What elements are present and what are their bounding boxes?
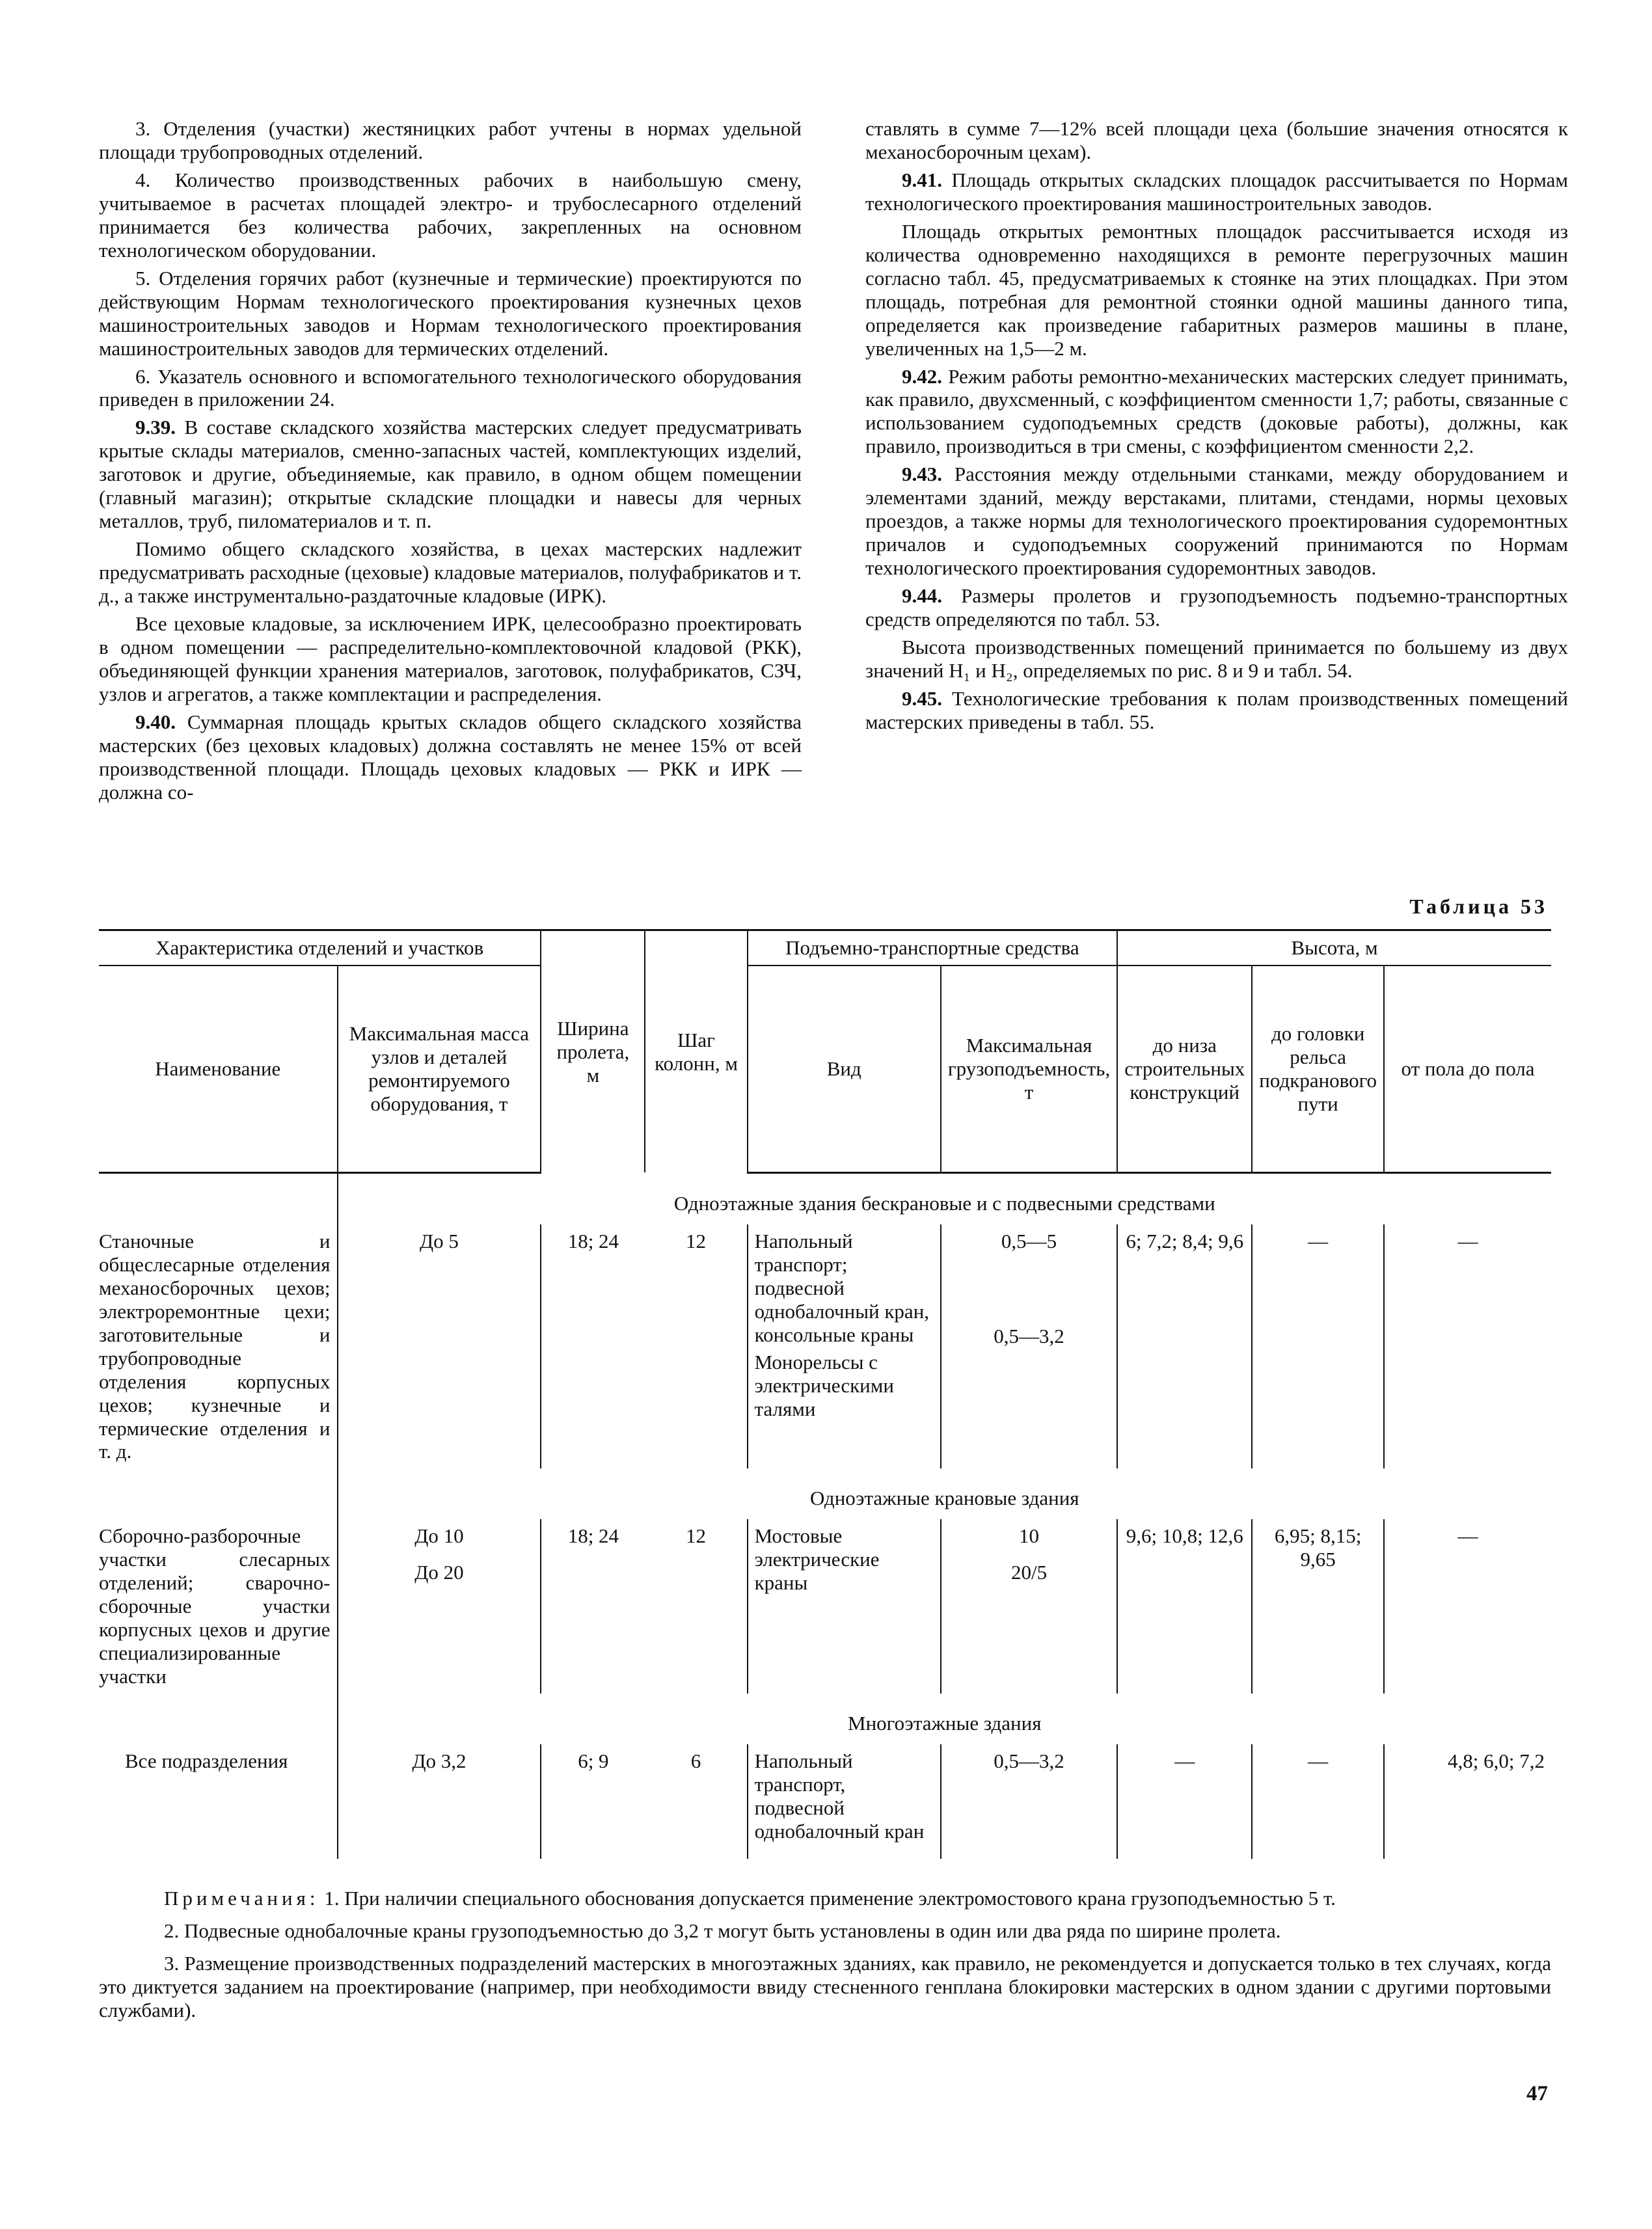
equipment-cell bbox=[748, 1224, 941, 1469]
header-max-mass: Максимальная масса узлов и деталей ремонтируемого оборудования, т bbox=[338, 966, 541, 1173]
table-53 bbox=[99, 929, 1551, 1859]
paragraph-text: В составе складского хозяйства мастерских следует предусматривать крытые склады материалов, сменно-запасных частей, комплектующих изделий, заготовок и другие, объединяемые, как правило, в одном общем помещении (главный магазин); открытые складские площадки и навесы для черных металлов, труб, пиломатериалов и т. п. bbox=[99, 416, 802, 533]
paragraph-text: Режим работы ремонтно-механических мастерских следует принимать, как правило, двухсменный, с коэффициентом сменности 1,7; работы, связанные с использованием судоподъемных средств (доковые работы), должны, как правило, производиться в три смены, с коэффициентом сменности 2,2. bbox=[865, 364, 1568, 458]
header-height: Высота, м bbox=[1117, 930, 1551, 966]
table-row bbox=[99, 1519, 1551, 1694]
paragraph: Площадь открытых ремонтных площадок рассчитывается исходя из количества одновременно находящихся в ремонте перегрузочных машин согласно табл. 45, предусматриваемых к стоянке на этих площадках. При этом площадь, потребная для ремонтной стоянки одной машины данного типа, определяется как произведение габаритных размеров машины в плане, увеличенных на 1,5—2 м. bbox=[865, 219, 1568, 360]
header-column-pitch: Шаг колонн, м bbox=[645, 930, 747, 1173]
paragraph-text: Размеры пролетов и грузоподъемность подъемно-транспортных средств определяются по табл. 53. bbox=[865, 584, 1568, 631]
paragraph: 4. Количество производственных рабочих в наибольшую смену, учитываемое в расчетах площадей электро- и трубослесарного отделений принимается без количества рабочих, закрепленных на основном технологическом оборудовании. bbox=[99, 168, 802, 262]
section-title-row bbox=[99, 1468, 1551, 1519]
capacity-cell bbox=[941, 1224, 1117, 1469]
height-bottom-cell: 6; 7,2; 8,4; 9,6 bbox=[1117, 1224, 1252, 1469]
height-floor-cell: — bbox=[1384, 1224, 1551, 1469]
header-floor-to-floor: от пола до пола bbox=[1384, 966, 1551, 1173]
height-bottom-cell: 9,6; 10,8; 12,6 bbox=[1117, 1519, 1252, 1694]
header-max-capacity: Максимальная грузоподъемность, т bbox=[941, 966, 1117, 1173]
header-to-rail: до головки рельса подкранового пути bbox=[1252, 966, 1384, 1173]
span-width-cell: 18; 24 bbox=[541, 1519, 645, 1694]
capacity-cell bbox=[941, 1519, 1117, 1694]
height-rail-cell: 6,95; 8,15; 9,65 bbox=[1252, 1519, 1384, 1694]
paragraph: 5. Отделения горячих работ (кузнечные и термические) проектируются по действующим Нормам технологического проектирования кузнечных цехов машиностроительных заводов и Нормам технологического проектирования машиностроительных заводов для термических отделений. bbox=[99, 266, 802, 360]
paragraph-9-45 bbox=[865, 687, 1568, 734]
section-title: Одноэтажные крановые здания bbox=[338, 1468, 1551, 1519]
note-1 bbox=[99, 1887, 1551, 1910]
max-mass-cell bbox=[338, 1519, 541, 1694]
table-caption: Таблица 53 bbox=[1409, 895, 1548, 918]
section-title-row bbox=[99, 1694, 1551, 1744]
clause-number: 9.40. bbox=[135, 710, 176, 733]
max-mass-value: До 10 bbox=[414, 1524, 464, 1548]
paragraph-text: Расстояния между отдельными станками, между оборудованием и элементами зданий, между верстаками, плитами, стендами, нормы цеховых проездов, а также нормы для технологического проектирования судоремонтных причалов и судоподъемных сооружений принимаются по Нормам технологического проектирования судоремонтных заводов. bbox=[865, 463, 1568, 580]
paragraph-9-40 bbox=[99, 710, 802, 804]
section-title-row bbox=[99, 1172, 1551, 1224]
header-span-width: Ширина пролета, м bbox=[541, 930, 645, 1173]
capacity-cell: 0,5—3,2 bbox=[941, 1744, 1117, 1859]
height-bottom-cell: — bbox=[1117, 1744, 1252, 1859]
table-row bbox=[99, 1224, 1551, 1469]
left-text-column bbox=[99, 117, 802, 809]
paragraph-text: Площадь открытых складских площадок рассчитывается по Нормам технологического проектирования машиностроительных заводов. bbox=[865, 168, 1569, 215]
header-to-bottom: до низа строительных конструкций bbox=[1117, 966, 1252, 1173]
equipment-item: Напольный транспорт; подвесной однобалочный кран, консольные краны bbox=[754, 1229, 930, 1346]
row-name: Станочные и общеслесарные отделения механосборочных цехов; электроремонтные цехи; заготовительные и трубопроводные отделения корпусных цехов; кузнечные и термические отделения и т. д. bbox=[99, 1229, 331, 1463]
paragraph: Помимо общего складского хозяйства, в цехах мастерских надлежит предусматривать расходные (цеховые) кладовые материалов, полуфабрикатов и т. д., а также инструментально-раздаточные кладовые (ИРК). bbox=[99, 537, 802, 608]
header-lifting: Подъемно-транспортные средства bbox=[748, 930, 1118, 966]
clause-number: 9.42. bbox=[902, 364, 942, 388]
clause-number: 9.44. bbox=[902, 584, 942, 608]
paragraph-9-44 bbox=[865, 584, 1568, 631]
capacity-value: 0,5—5 bbox=[1001, 1229, 1057, 1252]
max-mass-cell: До 5 bbox=[338, 1224, 541, 1469]
paragraph: Все цеховые кладовые, за исключением ИРК, целесообразно проектировать в одном помещении — распределительно-комплектовочной кладовой (РКК), объединяющей функции хранения материалов, заготовок, полуфабрикатов, СЗЧ, узлов и агрегатов, а также комплектации и распределения. bbox=[99, 612, 802, 705]
capacity-value: 20/5 bbox=[1010, 1561, 1048, 1584]
max-mass-cell: До 3,2 bbox=[338, 1744, 541, 1859]
table-row bbox=[99, 1744, 1551, 1859]
span-width-cell: 18; 24 bbox=[541, 1224, 645, 1469]
capacity-value: 0,5—3,2 bbox=[994, 1324, 1064, 1347]
clause-number: 9.45. bbox=[902, 686, 942, 710]
section-title: Одноэтажные здания бескрановые и с подвесными средствами bbox=[338, 1172, 1551, 1224]
section-title: Многоэтажные здания bbox=[338, 1694, 1551, 1744]
max-mass-value: До 20 bbox=[414, 1561, 464, 1584]
paragraph: 6. Указатель основного и вспомогательного технологического оборудования приведен в приложении 24. bbox=[99, 364, 802, 411]
table-notes bbox=[99, 1887, 1551, 2031]
header-row-2 bbox=[99, 966, 1551, 1173]
paragraph-9-41 bbox=[865, 169, 1568, 215]
span-width-cell: 6; 9 bbox=[541, 1744, 645, 1859]
row-name: Все подразделения bbox=[125, 1749, 288, 1773]
height-floor-cell: — bbox=[1384, 1519, 1551, 1694]
column-pitch-cell: 12 bbox=[686, 1524, 707, 1548]
note-text: 1. При наличии специального обоснования допускается применение электромостового крана грузоподъемностью 5 т. bbox=[324, 1887, 1336, 1910]
paragraph-9-42 bbox=[865, 365, 1568, 459]
paragraph-9-39 bbox=[99, 416, 802, 533]
paragraph-9-43 bbox=[865, 463, 1568, 580]
clause-number: 9.39. bbox=[135, 416, 176, 439]
note-2: 2. Подвесные однобалочные краны грузоподъемностью до 3,2 т могут быть установлены в один или два ряда по ширине пролета. bbox=[164, 1919, 1281, 1942]
right-text-column bbox=[865, 117, 1568, 738]
capacity-value: 10 bbox=[1019, 1524, 1040, 1548]
column-pitch-cell: 6 bbox=[690, 1749, 701, 1773]
page-number: 47 bbox=[1526, 2082, 1548, 2105]
note-3: 3. Размещение производственных подразделений мастерских в многоэтажных зданиях, как правило, не рекомендуется и допускается только в тех случаях, когда это диктуется заданием на проектирование (например, при необходимости ввиду стесненного генплана блокировки мастерских в одном здании с другими портовыми службами). bbox=[99, 1951, 1551, 2021]
clause-number: 9.43. bbox=[902, 463, 942, 486]
notes-label: Примечания: bbox=[164, 1887, 319, 1910]
equipment-cell: Мостовые электрические краны bbox=[748, 1519, 941, 1694]
height-rail-cell: — bbox=[1252, 1744, 1384, 1859]
paragraph: Высота производственных помещений принимается по большему из двух значений H₁ и H₂, определяемых по рис. 8 и 9 и табл. 54. bbox=[865, 636, 1568, 682]
equipment-cell: Напольный транспорт, подвесной однобалочный кран bbox=[748, 1744, 941, 1859]
paragraph-text: Технологические требования к полам производственных помещений мастерских приведены в табл. 55. bbox=[865, 686, 1568, 733]
column-pitch-cell: 12 bbox=[686, 1229, 707, 1252]
height-rail-cell: — bbox=[1252, 1224, 1384, 1469]
header-row-1 bbox=[99, 930, 1551, 966]
paragraph-continued: ставлять в сумме 7—12% всей площади цеха (большие значения относятся к механосборочным цехам). bbox=[865, 117, 1568, 163]
row-name: Сборочно-разборочные участки слесарных отделений; сварочно-сборочные участки корпусных цехов и другие специализированные участки bbox=[99, 1524, 331, 1688]
equipment-item: Монорельсы с электрическими талями bbox=[754, 1350, 894, 1420]
paragraph-text: Суммарная площадь крытых складов общего складского хозяйства мастерских (без цеховых кладовых) должна составлять не менее 15% от всей производственной площади. Площадь цеховых кладовых — РКК и ИРК — должна со- bbox=[99, 710, 802, 804]
paragraph: 3. Отделения (участки) жестяницких работ учтены в нормах удельной площади трубопроводных отделений. bbox=[99, 117, 802, 163]
height-floor-cell: 4,8; 6,0; 7,2 bbox=[1384, 1744, 1551, 1859]
clause-number: 9.41. bbox=[902, 168, 942, 191]
header-characteristics: Характеристика отделений и участков bbox=[99, 930, 541, 966]
header-type: Вид bbox=[748, 966, 941, 1173]
header-name: Наименование bbox=[99, 966, 338, 1173]
